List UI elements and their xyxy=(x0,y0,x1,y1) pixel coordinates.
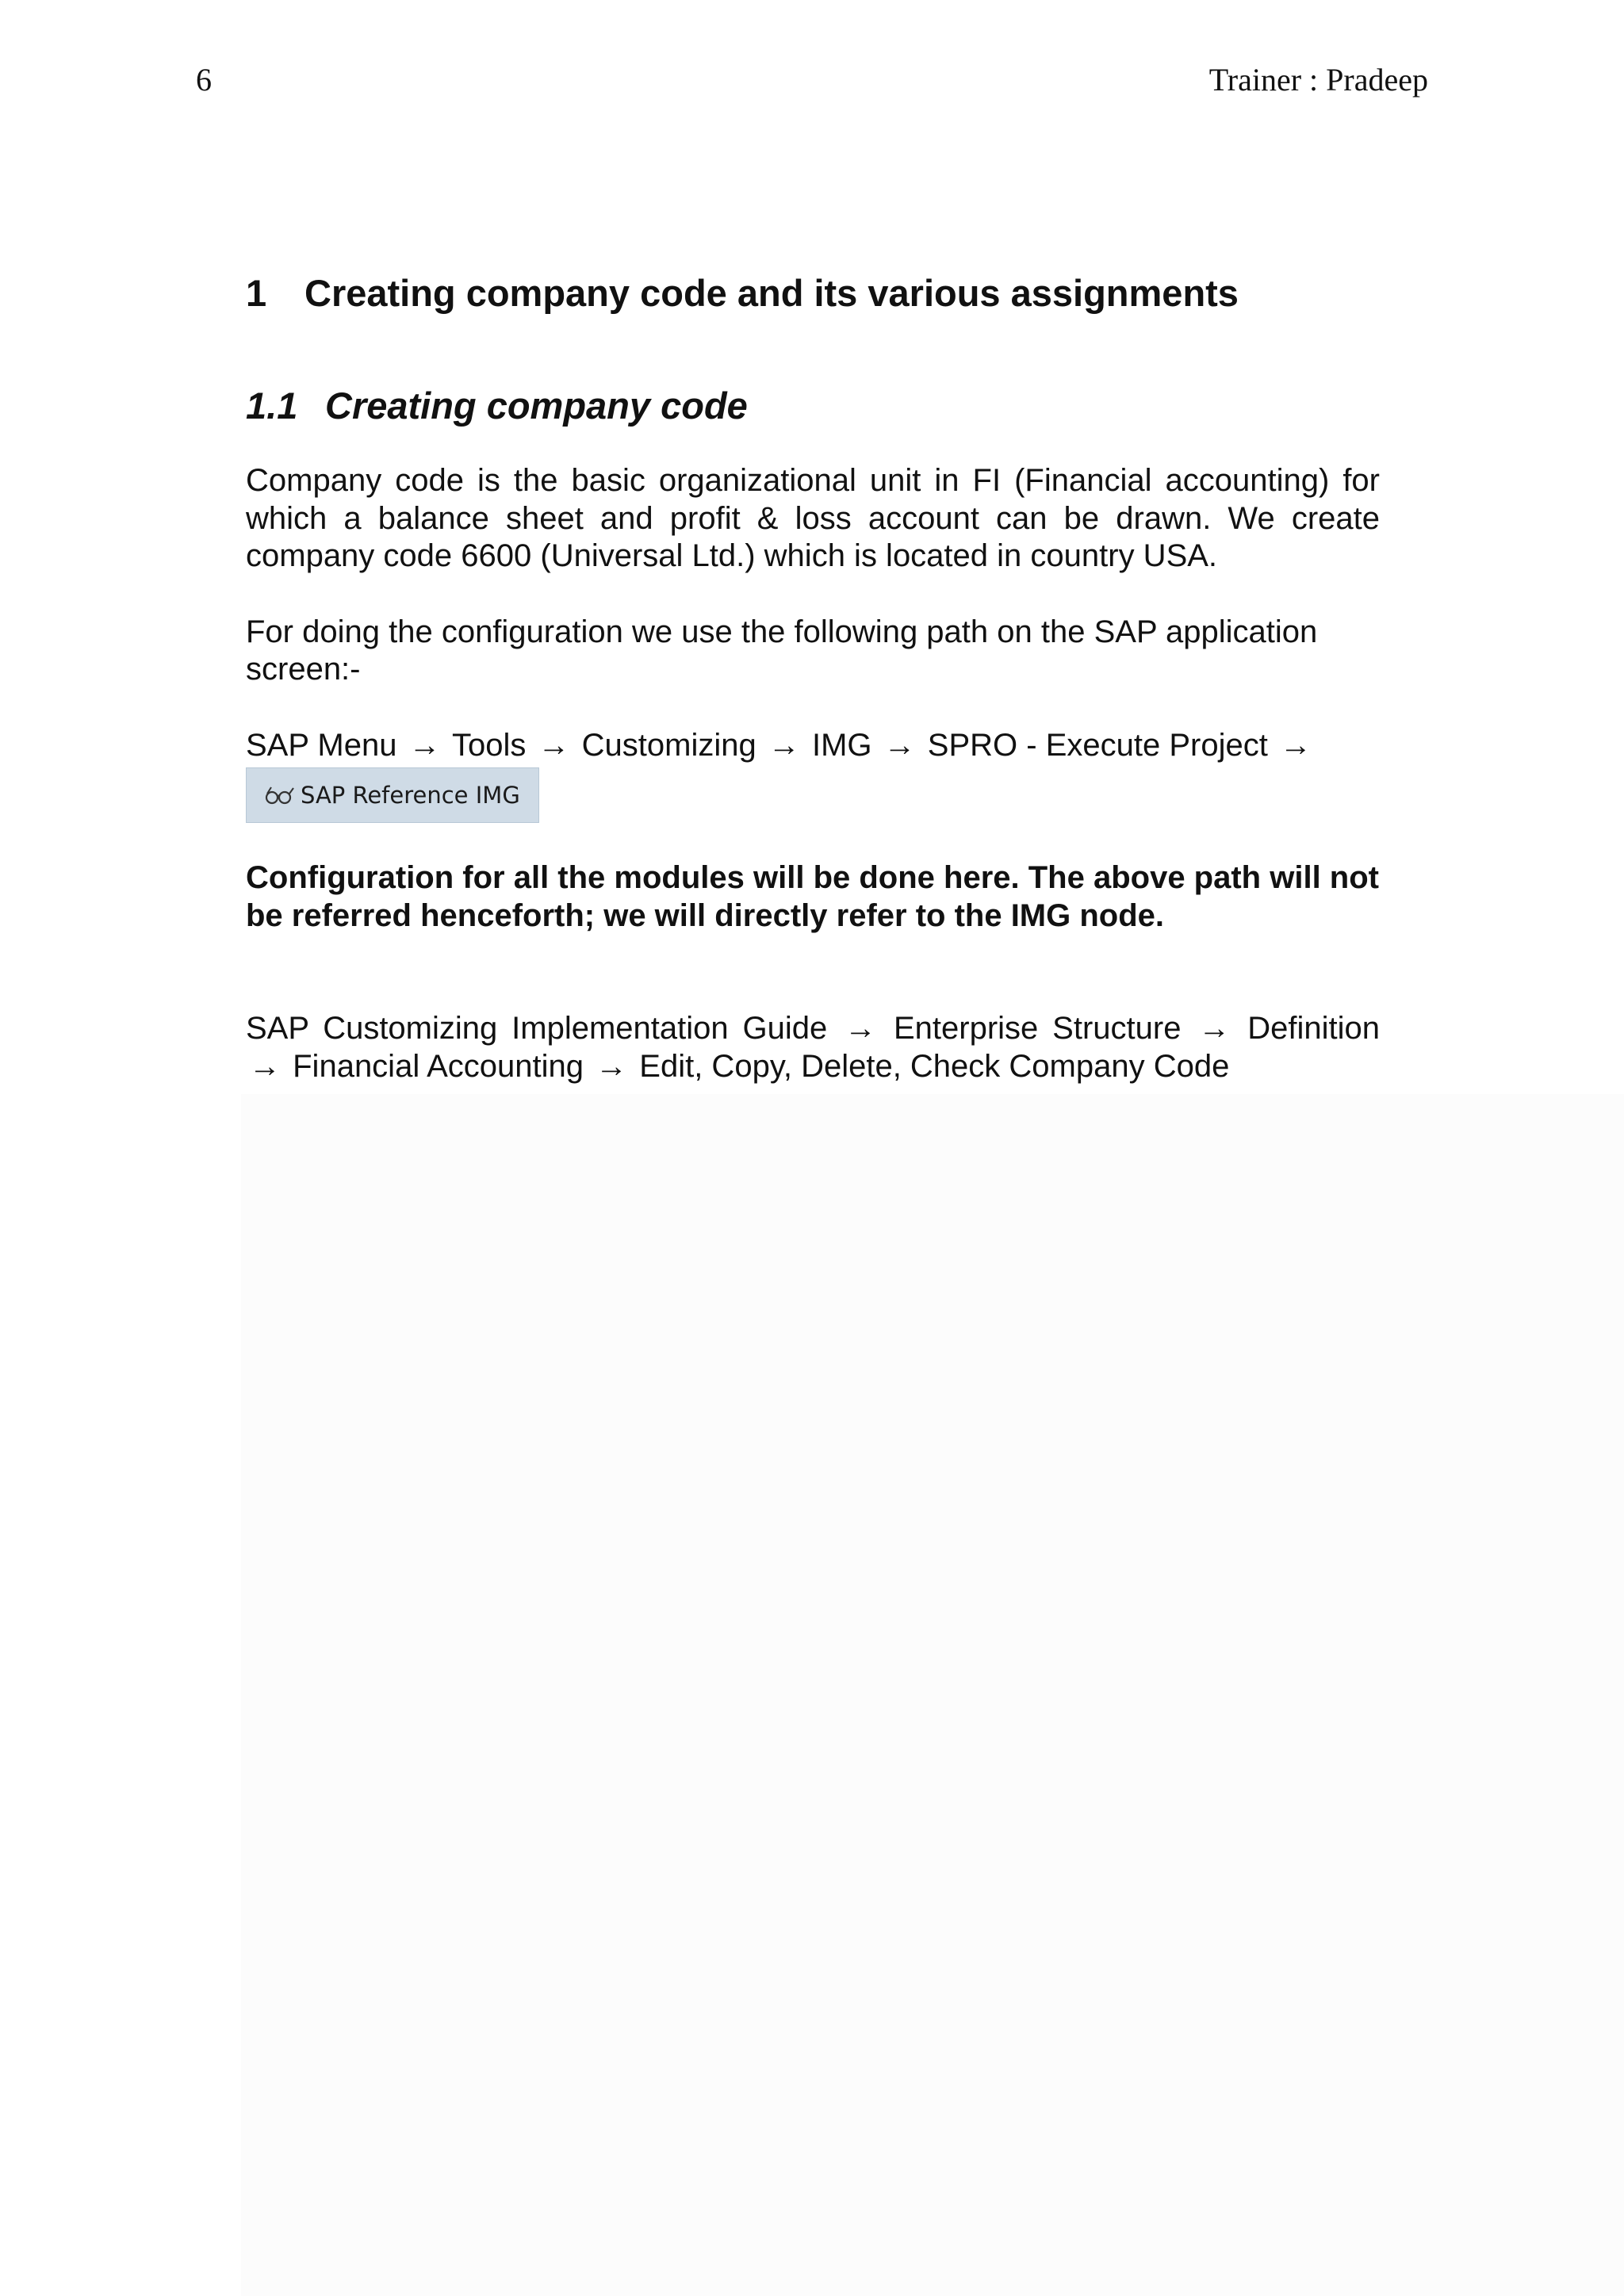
intro-paragraph: Company code is the basic organizational unit in FI (Financial accounting) for which a balance sheet and profit & loss account can be drawn. We create company code 6600 (Universal Ltd.) which is located in country USA. xyxy=(246,463,1380,573)
subsection-heading xyxy=(246,378,1380,434)
section-heading xyxy=(246,266,1380,321)
subsection-number: 1.1 xyxy=(246,385,298,427)
img-path xyxy=(246,1010,1380,1085)
img-path-item: SAP Customizing Implementation Guide xyxy=(246,1011,828,1046)
arrow-icon: → xyxy=(408,727,441,763)
arrow-icon: → xyxy=(768,727,800,763)
arrow-icon: → xyxy=(596,1048,628,1084)
menu-path-item: IMG xyxy=(811,727,872,763)
sap-reference-img-button[interactable] xyxy=(246,767,539,823)
arrow-icon: → xyxy=(1279,727,1312,763)
arrow-icon: → xyxy=(1198,1011,1231,1046)
section-title: Creating company code and its various assignments xyxy=(304,272,1239,314)
img-path-item: Financial Accounting xyxy=(293,1048,584,1084)
section-number: 1 xyxy=(246,272,267,314)
page-number: 6 xyxy=(196,62,212,98)
arrow-icon: → xyxy=(883,727,916,763)
img-path-item: Edit, Copy, Delete, Check Company Code xyxy=(639,1048,1230,1084)
trainer-header: Trainer : Pradeep xyxy=(1208,62,1428,98)
menu-path xyxy=(246,727,1380,765)
arrow-icon: → xyxy=(845,1011,877,1046)
subsection-title: Creating company code xyxy=(325,385,748,427)
img-path-item: Definition xyxy=(1247,1011,1380,1046)
arrow-icon: → xyxy=(249,1048,281,1084)
note-paragraph: Configuration for all the modules will be done here. The above path will not be referred henceforth; we will directly refer to the IMG node. xyxy=(246,860,1379,933)
glasses-icon xyxy=(264,783,296,807)
menu-path-item: Customizing xyxy=(581,727,756,763)
menu-path-item: Tools xyxy=(452,727,527,763)
arrow-icon: → xyxy=(538,727,570,763)
config-intro-paragraph: For doing the configuration we use the following path on the SAP application screen:- xyxy=(246,614,1318,687)
img-path-item: Enterprise Structure xyxy=(893,1011,1182,1046)
menu-path-item: SPRO - Execute Project xyxy=(927,727,1268,763)
document-body xyxy=(246,266,1380,1085)
sap-reference-img-label: SAP Reference IMG xyxy=(301,782,520,809)
menu-path-item: SAP Menu xyxy=(246,727,397,763)
page-shaded-region xyxy=(241,1094,1624,2296)
